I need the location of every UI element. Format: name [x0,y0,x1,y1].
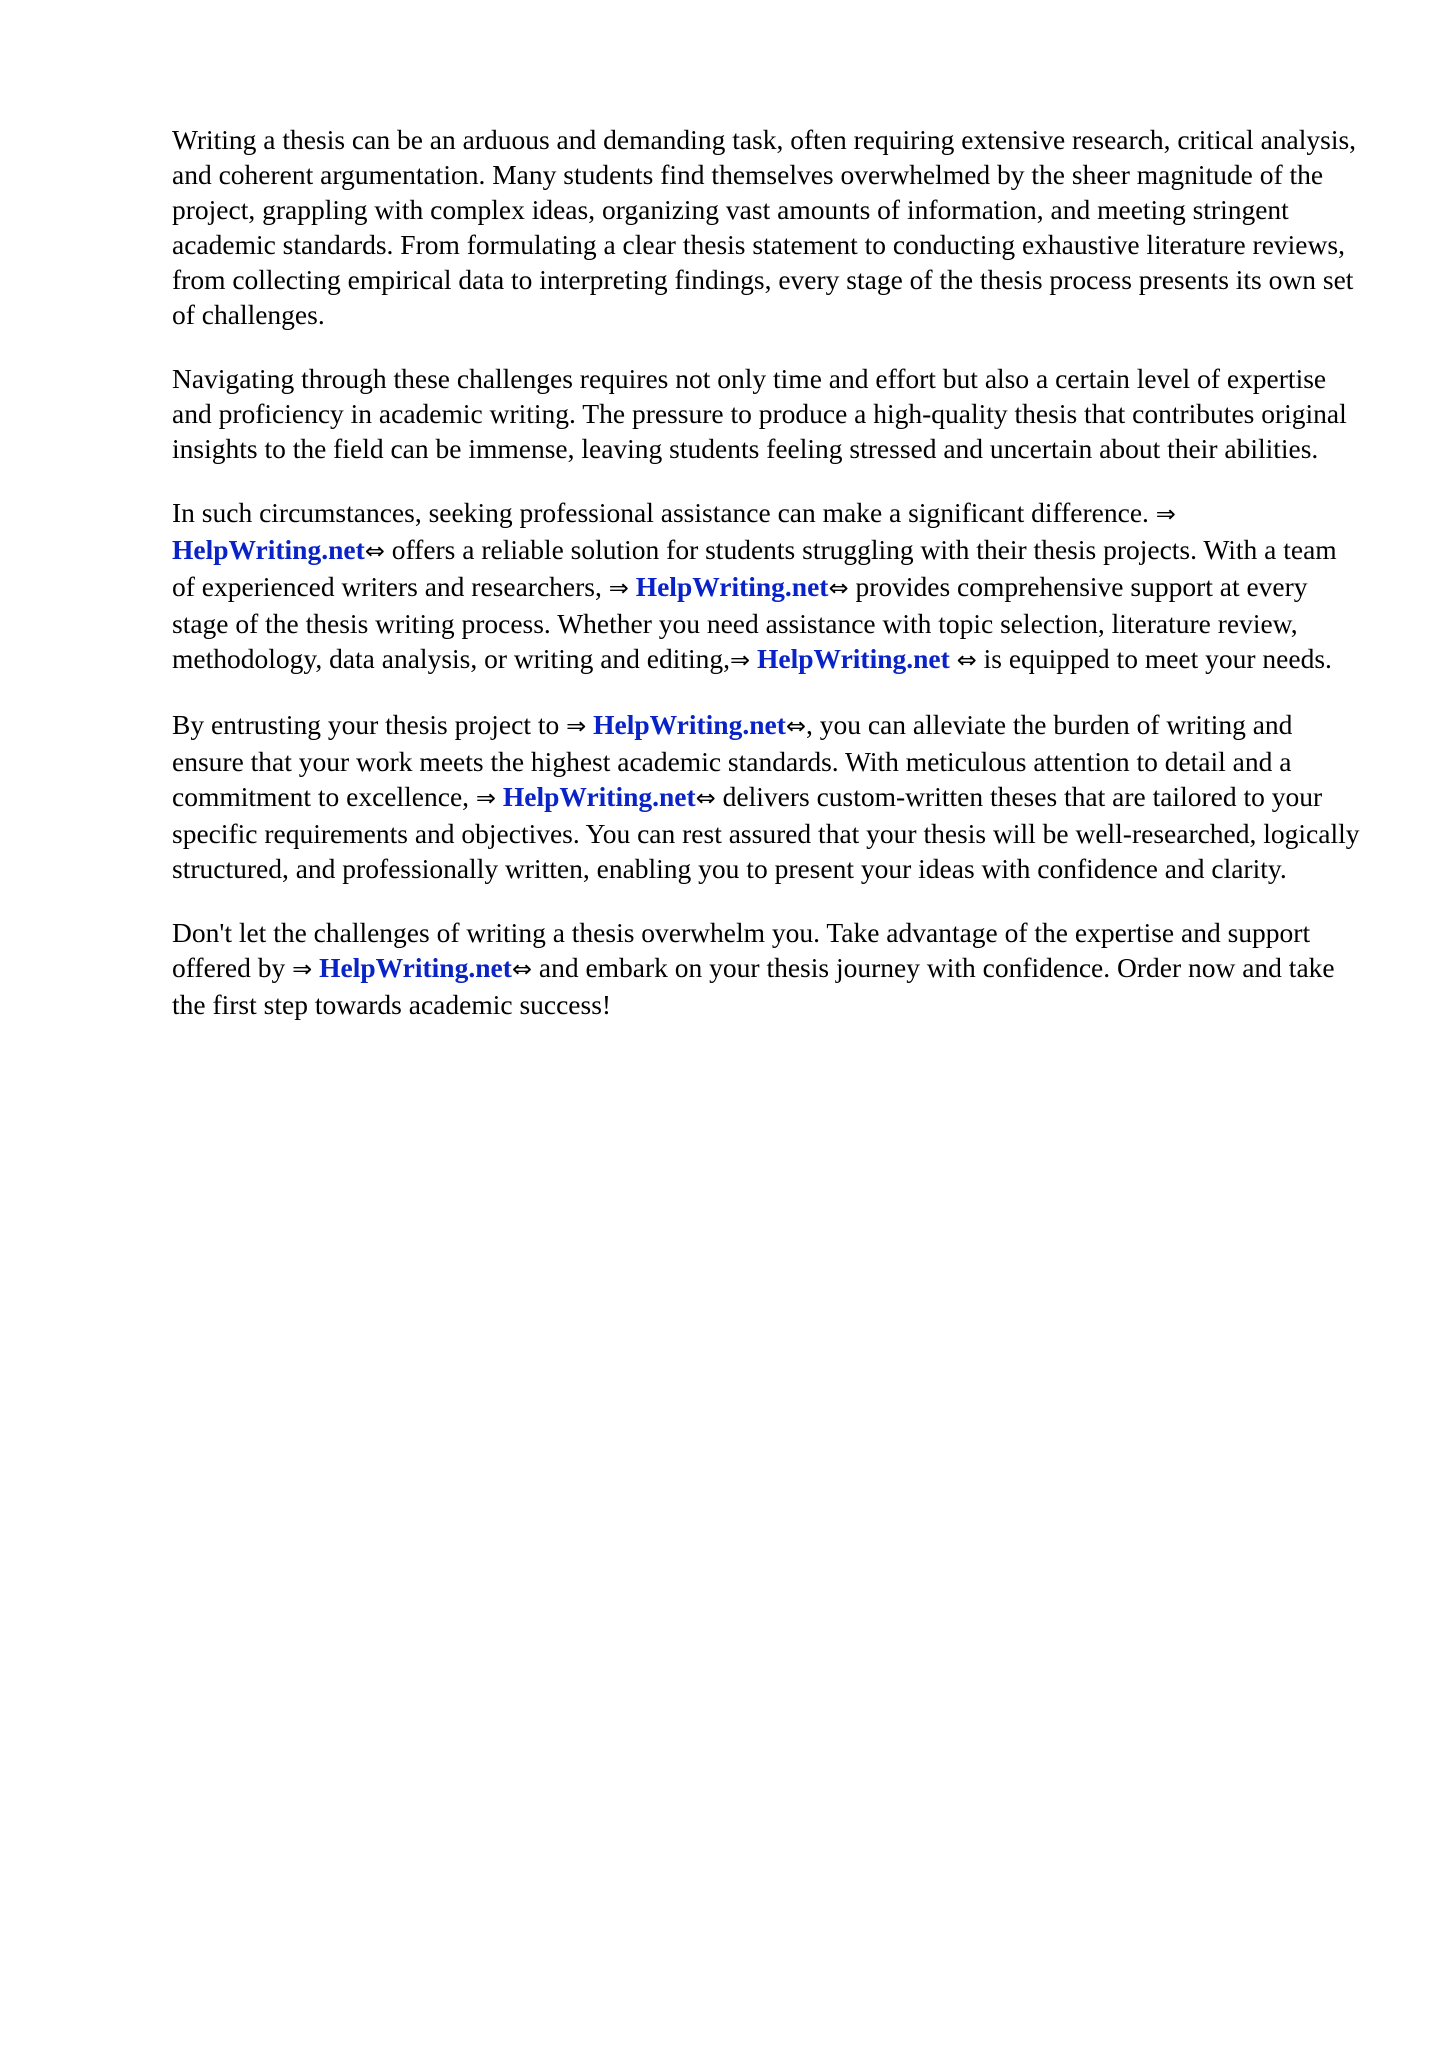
helpwriting-link[interactable]: HelpWriting.net [635,571,829,602]
helpwriting-link[interactable]: HelpWriting.net [172,534,365,565]
paragraph-3-text-4: is equipped to meet your needs. [983,643,1332,674]
right-arrow-icon: ⇒ [730,646,751,674]
right-arrow-icon: ⇒ [566,712,587,740]
right-arrow-icon: ⇒ [608,574,629,602]
double-arrow-icon: ⇔ [511,955,532,983]
paragraph-4-text-3: delivers custom-written theses that are tailored to your specific requirements and objectives. You can rest assured that your thesis will be well-researched, logically structured, and professionally written, enabling you to present your ideas with confidence and clarity. [172,781,1360,884]
double-arrow-icon: ⇔ [785,712,806,740]
paragraph-3-text-2: offers a reliable solution for students struggling with their thesis projects. With a team of experienced writers and researchers, [172,534,1337,602]
right-arrow-icon: ⇒ [292,955,313,983]
helpwriting-link[interactable]: HelpWriting.net [502,781,696,812]
helpwriting-link[interactable]: HelpWriting.net [757,643,950,674]
paragraph-4-text-1: By entrusting your thesis project to [172,709,560,740]
paragraph-2 [172,361,1364,466]
paragraph-3-text-1: In such circumstances, seeking professional assistance can make a significant difference. [172,497,1149,528]
paragraph-4-text-2: , you can alleviate the burden of writing and ensure that your work meets the highest academic standards. With meticulous attention to detail and a commitment to excellence, [172,709,1293,812]
double-arrow-icon: ⇔ [828,574,849,602]
right-arrow-icon: ⇒ [475,784,497,812]
paragraph-2-text: Navigating through these challenges requires not only time and effort but also a certain level of expertise and proficiency in academic writing. The pressure to produce a high-quality thesis that contributes original insights to the field can be immense, leaving students feeling stressed and uncertain about their abilities. [172,363,1347,464]
right-arrow-icon: ⇒ [1155,500,1176,528]
paragraph-5-text-2: and embark on your thesis journey with confidence. Order now and take the first step towards academic success! [172,952,1335,1020]
paragraph-1 [172,122,1364,332]
helpwriting-link[interactable]: HelpWriting.net [593,709,786,740]
paragraph-5-text-1: Don't let the challenges of writing a thesis overwhelm you. Take advantage of the expertise and support offered by [172,917,1311,983]
paragraph-3 [172,495,1364,678]
double-arrow-icon: ⇔ [695,784,716,812]
double-arrow-icon: ⇔ [956,646,977,674]
paragraph-4 [172,707,1364,886]
document-body [172,122,1364,1051]
helpwriting-link[interactable]: HelpWriting.net [319,952,512,983]
double-arrow-icon: ⇔ [364,537,385,565]
paragraph-5 [172,915,1364,1022]
paragraph-1-text: Writing a thesis can be an arduous and demanding task, often requiring extensive research, critical analysis, and coherent argumentation. Many students find themselves overwhelmed by the sheer magnitude of the project, grappling with complex ideas, organizing vast amounts of information, and meeting stringent academic standards. From formulating a clear thesis statement to conducting exhaustive literature reviews, from collecting empirical data to interpreting findings, every stage of the thesis process presents its own set of challenges. [172,124,1357,330]
paragraph-3-text-3: provides comprehensive support at every stage of the thesis writing process. Whether you need assistance with topic selection, literature review, methodology, data analysis, or writing and editing, [172,571,1308,674]
